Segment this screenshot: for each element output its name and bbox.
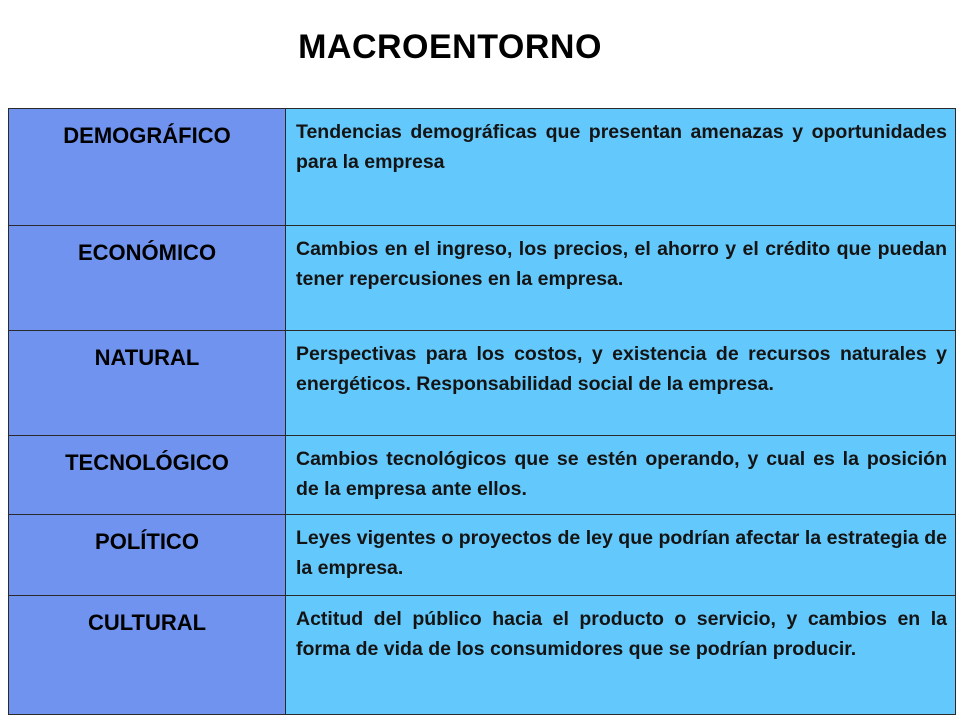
description-cell xyxy=(286,331,956,436)
table-row xyxy=(9,515,956,596)
table-row xyxy=(9,331,956,436)
category-label: CULTURAL xyxy=(87,610,207,635)
category-cell xyxy=(9,596,286,715)
category-cell xyxy=(9,109,286,226)
category-label: TECNOLÓGICO xyxy=(65,450,229,475)
description-cell xyxy=(286,109,956,226)
description-text: Cambios en el ingreso, los precios, el ahorro y el crédito que puedan tener repercusiones en la empresa. xyxy=(296,238,947,290)
category-label: ECONÓMICO xyxy=(77,240,217,265)
description-text: Tendencias demográficas que presentan amenazas y oportunidades para la empresa xyxy=(296,121,947,173)
description-text: Cambios tecnológicos que se estén operando, y cual es la posición de la empresa ante ellos. xyxy=(296,448,947,500)
table-row xyxy=(9,436,956,515)
table-row xyxy=(9,226,956,331)
macroentorno-table xyxy=(8,108,956,715)
category-label: POLÍTICO xyxy=(95,529,199,554)
description-cell xyxy=(286,436,956,515)
table-row xyxy=(9,109,956,226)
description-text: Leyes vigentes o proyectos de ley que podrían afectar la estrategia de la empresa. xyxy=(296,527,947,579)
category-cell xyxy=(9,436,286,515)
description-cell xyxy=(286,596,956,715)
category-cell xyxy=(9,226,286,331)
description-cell xyxy=(286,515,956,596)
category-cell xyxy=(9,515,286,596)
slide-title: MACROENTORNO xyxy=(298,28,602,66)
description-cell xyxy=(286,226,956,331)
description-text: Actitud del público hacia el producto o servicio, y cambios en la forma de vida de los consumidores que se podrían producir. xyxy=(296,608,947,660)
category-cell xyxy=(9,331,286,436)
category-label: DEMOGRÁFICO xyxy=(63,123,231,148)
table-row xyxy=(9,596,956,715)
category-label: NATURAL xyxy=(94,345,200,370)
description-text: Perspectivas para los costos, y existencia de recursos naturales y energéticos. Responsabilidad social de la empresa. xyxy=(296,343,947,395)
